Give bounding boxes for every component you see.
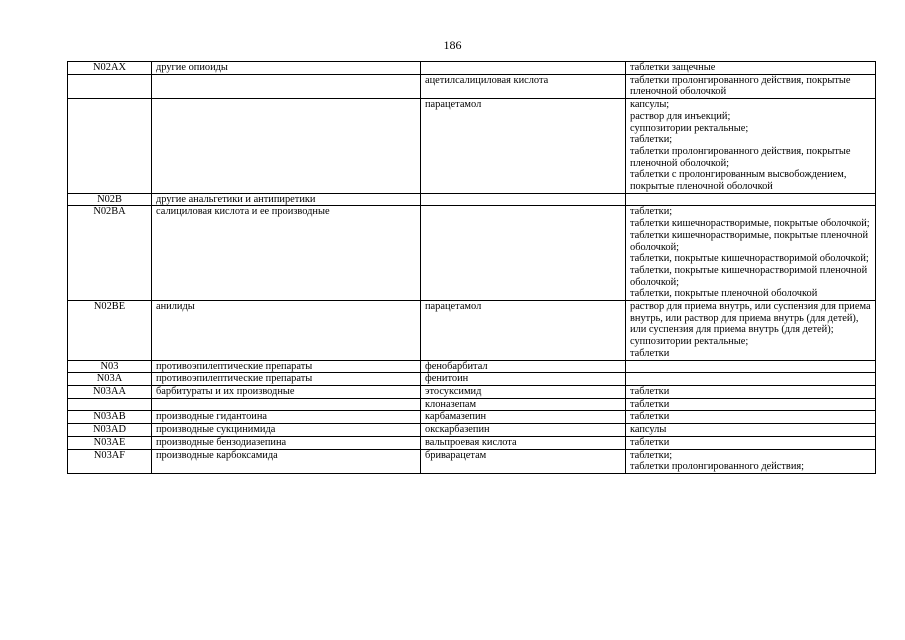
dosage-form-item: таблетки, покрытые кишечнорастворимой пленочной оболочкой; <box>630 264 868 288</box>
drug-name-cell <box>421 206 626 301</box>
table-row <box>68 373 876 386</box>
group-name-cell: другие анальгетики и антипиретики <box>152 193 421 206</box>
drug-name-cell: ацетилсалициловая кислота <box>421 74 626 98</box>
dosage-forms-cell <box>626 74 876 98</box>
drug-name-cell: клоназепам <box>421 398 626 411</box>
drug-classification-table <box>67 61 876 474</box>
table-row <box>68 74 876 98</box>
table-row <box>68 398 876 411</box>
dosage-forms-cell <box>626 424 876 437</box>
drug-name-cell <box>421 193 626 206</box>
dosage-forms-cell <box>626 62 876 75</box>
group-name-cell: барбитураты и их производные <box>152 385 421 398</box>
drug-name-cell: окскарбазепин <box>421 424 626 437</box>
atc-code-cell <box>68 74 152 98</box>
drug-name-cell: парацетамол <box>421 99 626 194</box>
drug-name-cell: карбамазепин <box>421 411 626 424</box>
dosage-forms-cell <box>626 373 876 386</box>
dosage-form-item: таблетки кишечнорастворимые, покрытые оболочкой; <box>630 218 870 230</box>
atc-code-cell: N03 <box>68 360 152 373</box>
dosage-forms-cell <box>626 398 876 411</box>
group-name-cell: противоэпилептические препараты <box>152 373 421 386</box>
table-row <box>68 99 876 194</box>
dosage-forms-cell <box>626 449 876 473</box>
dosage-form-item: таблетки, покрытые кишечнорастворимой оболочкой; <box>630 253 869 265</box>
group-name-cell: другие опиоиды <box>152 62 421 75</box>
atc-code-cell: N02BE <box>68 301 152 361</box>
atc-code-cell: N03AF <box>68 449 152 473</box>
group-name-cell: салициловая кислота и ее производные <box>152 206 421 301</box>
dosage-form-item: таблетки <box>630 411 670 423</box>
group-name-cell: производные сукцинимида <box>152 424 421 437</box>
table-row <box>68 449 876 473</box>
atc-code-cell: N03AE <box>68 436 152 449</box>
group-name-cell: анилиды <box>152 301 421 361</box>
drug-name-cell: фенобарбитал <box>421 360 626 373</box>
drug-name-cell: этосуксимид <box>421 385 626 398</box>
group-name-cell <box>152 99 421 194</box>
dosage-form-item: таблетки, покрытые пленочной оболочкой <box>630 288 818 300</box>
drug-name-cell: фенитоин <box>421 373 626 386</box>
dosage-form-item: суппозитории ректальные; <box>630 336 749 348</box>
dosage-form-item: таблетки с пролонгированным высвобождением, покрытые пленочной оболочкой <box>630 169 847 193</box>
dosage-form-item: таблетки пролонгированного действия; <box>630 461 805 473</box>
table-row <box>68 360 876 373</box>
group-name-cell: производные бензодиазепина <box>152 436 421 449</box>
dosage-form-item: раствор для приема внутрь, или суспензия для приема внутрь, или раствор для приема внутрь (для детей), или суспензия для приема внутрь (для детей); <box>630 301 871 336</box>
group-name-cell: производные гидантоина <box>152 411 421 424</box>
dosage-form-item: таблетки; <box>630 206 673 218</box>
drug-name-cell: бриварацетам <box>421 449 626 473</box>
table-row <box>68 385 876 398</box>
atc-code-cell: N03AA <box>68 385 152 398</box>
group-name-cell: противоэпилептические препараты <box>152 360 421 373</box>
dosage-form-item: таблетки пролонгированного действия, покрытые пленочной оболочкой; <box>630 145 851 169</box>
dosage-form-item: таблетки <box>630 436 670 448</box>
atc-code-cell: N03AB <box>68 411 152 424</box>
dosage-forms-cell <box>626 99 876 194</box>
group-name-cell <box>152 74 421 98</box>
dosage-form-item: таблетки <box>630 385 670 397</box>
dosage-form-item: капсулы; <box>630 99 670 111</box>
dosage-forms-cell <box>626 301 876 361</box>
dosage-form-item: таблетки <box>630 398 670 410</box>
dosage-form-item: суппозитории ректальные; <box>630 122 749 134</box>
table-row <box>68 301 876 361</box>
dosage-forms-cell <box>626 206 876 301</box>
dosage-form-item: таблетки <box>630 347 670 359</box>
dosage-forms-cell <box>626 193 876 206</box>
group-name-cell <box>152 398 421 411</box>
atc-code-cell: N02B <box>68 193 152 206</box>
dosage-form-item: раствор для инъекций; <box>630 110 731 122</box>
atc-code-cell <box>68 398 152 411</box>
dosage-forms-cell <box>626 360 876 373</box>
dosage-form-item: таблетки пролонгированного действия, покрытые пленочной оболочкой <box>630 74 851 98</box>
dosage-form-item: таблетки кишечнорастворимые, покрытые пленочной оболочкой; <box>630 229 869 253</box>
dosage-form-item: таблетки; <box>630 134 673 146</box>
atc-code-cell: N02AX <box>68 62 152 75</box>
group-name-cell: производные карбоксамида <box>152 449 421 473</box>
table-body <box>68 62 876 474</box>
dosage-form-item: таблетки; <box>630 449 673 461</box>
dosage-forms-cell <box>626 385 876 398</box>
atc-code-cell: N02BA <box>68 206 152 301</box>
dosage-form-item: таблетки защечные <box>630 62 716 73</box>
table-row <box>68 206 876 301</box>
dosage-forms-cell <box>626 411 876 424</box>
drug-name-cell <box>421 62 626 75</box>
atc-code-cell: N03AD <box>68 424 152 437</box>
table-row <box>68 436 876 449</box>
page-number: 186 <box>443 38 462 52</box>
drug-name-cell: парацетамол <box>421 301 626 361</box>
table-row <box>68 193 876 206</box>
atc-code-cell: N03A <box>68 373 152 386</box>
table-row <box>68 62 876 75</box>
atc-code-cell <box>68 99 152 194</box>
drug-name-cell: вальпроевая кислота <box>421 436 626 449</box>
table-row <box>68 424 876 437</box>
table-row <box>68 411 876 424</box>
dosage-forms-cell <box>626 436 876 449</box>
dosage-form-item: капсулы <box>630 424 667 436</box>
